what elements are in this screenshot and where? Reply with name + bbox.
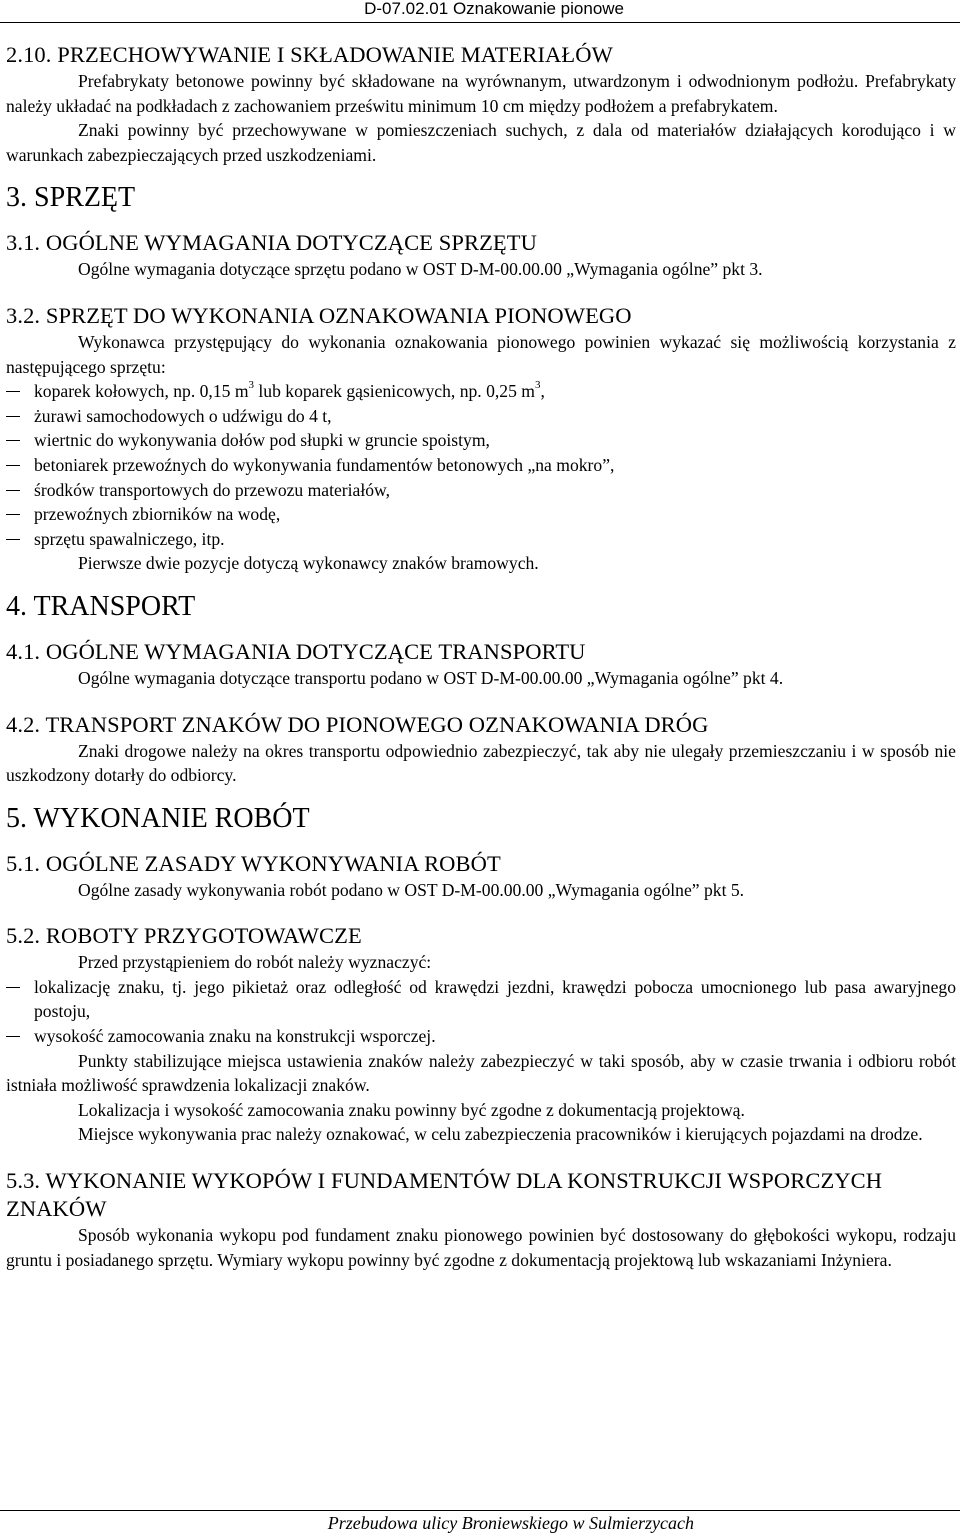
section-3-2-intro: Wykonawca przystępujący do wykonania oznakowania pionowego powinien wykazać się możliwością korzystania z następującego sprzętu:	[6, 331, 956, 377]
section-5-3-text: Sposób wykonania wykopu pod fundament znaku pionowego powinien być dostosowany do głębokości wykopu, rodzaju gruntu i posiadanego sprzętu. Wymiary wykopu powinny być zgodne z dokumentacją projektową lub wskazaniami Inżyniera.	[6, 1225, 956, 1270]
footer-project-title: Przebudowa ulicy Broniewskiego w Sulmierzycach	[327, 1513, 694, 1533]
section-5-1-heading: 5.1. OGÓLNE ZASADY WYKONYWANIA ROBÓT	[6, 850, 501, 876]
section-2-10-paragraph-2: Znaki powinny być przechowywane w pomieszczeniach suchych, z dala od materiałów działających korodująco i w warunkach zabezpieczających przed uszkodzeniami.	[6, 120, 956, 165]
section-3-2-heading: 3.2. SPRZĘT DO WYKONANIA OZNAKOWANIA PIONOWEGO	[6, 302, 632, 328]
list-item: środków transportowych do przewozu materiałów,	[6, 478, 956, 503]
document-code: D-07.02.01 Oznakowanie pionowe	[364, 0, 624, 18]
equipment-list	[6, 379, 956, 551]
section-5-2-heading: 5.2. ROBOTY PRZYGOTOWAWCZE	[6, 923, 362, 949]
section-3-2-note: Pierwsze dwie pozycje dotyczą wykonawcy znaków bramowych.	[78, 553, 539, 574]
section-3-1-heading: 3.1. OGÓLNE WYMAGANIA DOTYCZĄCE SPRZĘTU	[6, 230, 537, 256]
list-item: koparek kołowych, np. 0,15 $m^3$ lub koparek gąsienicowych, np. 0,25 $m^3$,	[6, 379, 956, 404]
section-5-2-intro: Przed przystąpieniem do robót należy wyznaczyć:	[78, 952, 432, 973]
section-5-heading: 5. WYKONANIE ROBÓT	[6, 802, 310, 834]
section-4-1-heading: 4.1. OGÓLNE WYMAGANIA DOTYCZĄCE TRANSPORTU	[6, 638, 586, 664]
running-header	[0, 0, 960, 23]
section-5-2-paragraph-1: Punkty stabilizujące miejsca ustawienia znaków należy zabezpieczyć w taki sposób, aby w czasie trwania i odbioru robót istniała możliwość sprawdzenia lokalizacji znaków.	[6, 1050, 956, 1096]
section-5-2-paragraph-3: Miejsce wykonywania prac należy oznakować, w celu zabezpieczenia pracowników i kierujących pojazdami na drodze.	[78, 1124, 923, 1145]
list-item: żurawi samochodowych o udźwigu do 4 t,	[6, 404, 956, 429]
list-item: sprzętu spawalniczego, itp.	[6, 527, 956, 552]
list-item: betoniarek przewoźnych do wykonywania fundamentów betonowych „na mokro”,	[6, 453, 956, 478]
list-item: wiertnic do wykonywania dołów pod słupki w gruncie spoistym,	[6, 428, 956, 453]
document-body	[6, 41, 956, 1272]
section-3-heading: 3. SPRZĘT	[6, 182, 136, 214]
list-item: wysokość zamocowania znaku na konstrukcji wsporczej.	[6, 1024, 956, 1049]
preparation-list	[6, 975, 956, 1049]
section-5-3-heading: 5.3. WYKONANIE WYKOPÓW I FUNDAMENTÓW DLA KONSTRUKCJI WSPORCZYCH ZNAKÓW	[6, 1168, 883, 1222]
list-item: przewoźnych zbiorników na wodę,	[6, 502, 956, 527]
section-5-1-text: Ogólne zasady wykonywania robót podano w OST D-M-00.00.00 „Wymagania ogólne” pkt 5.	[78, 879, 745, 900]
section-4-1-text: Ogólne wymagania dotyczące transportu podano w OST D-M-00.00.00 „Wymagania ogólne” pkt 4.	[78, 667, 784, 688]
section-2-10-heading: 2.10. PRZECHOWYWANIE I SKŁADOWANIE MATERIAŁÓW	[6, 42, 613, 67]
section-3-1-text: Ogólne wymagania dotyczące sprzętu podano w OST D-M-00.00.00 „Wymagania ogólne” pkt 3.	[78, 259, 763, 280]
section-4-2-text: Znaki drogowe należy na okres transportu odpowiednio zabezpieczyć, tak aby nie ulegały przemieszczaniu i w sposób nie uszkodzony dotarły do odbiorcy.	[6, 740, 956, 786]
section-2-10-paragraph-1: Prefabrykaty betonowe powinny być składowane na wyrównanym, utwardzonym i odwodnionym podłożu. Prefabrykaty należy układać na podkładach z zachowaniem prześwitu minimum 10 cm między podłożem a prefabrykatem.	[6, 71, 956, 116]
section-5-2-paragraph-2: Lokalizacja i wysokość zamocowania znaku powinny być zgodne z dokumentacją projektową.	[78, 1099, 745, 1120]
list-item: lokalizację znaku, tj. jego pikietaż oraz odległość od krawędzi jezdni, krawędzi pobocza umocnionego lub pasa awaryjnego postoju,	[6, 975, 956, 1024]
section-4-heading: 4. TRANSPORT	[6, 590, 196, 622]
running-footer	[0, 1510, 960, 1537]
section-4-2-heading: 4.2. TRANSPORT ZNAKÓW DO PIONOWEGO OZNAKOWANIA DRÓG	[6, 711, 709, 737]
